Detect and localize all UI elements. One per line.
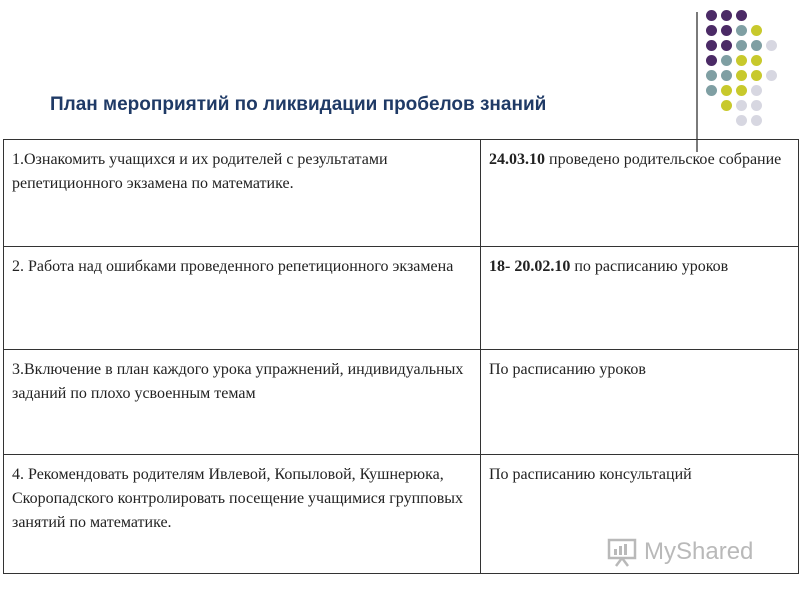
myshared-watermark bbox=[606, 536, 753, 568]
decorative-dot bbox=[736, 70, 747, 81]
measure-cell: 4. Рекомендовать родителям Ивлевой, Копыловой, Кушнерюка, Скоропадского контролировать посещение учащимися групповых занятий по математике. bbox=[4, 455, 481, 574]
decorative-dot bbox=[721, 70, 732, 81]
decorative-dot bbox=[721, 40, 732, 51]
deadline-cell bbox=[481, 350, 799, 455]
decorative-dot bbox=[751, 115, 762, 126]
decorative-dot bbox=[736, 100, 747, 111]
decorative-dot bbox=[751, 25, 762, 36]
deadline-note: по расписанию уроков bbox=[570, 258, 729, 275]
title-divider-line bbox=[696, 12, 698, 152]
decorative-dot bbox=[736, 25, 747, 36]
measures-table bbox=[3, 139, 799, 574]
decorative-dot bbox=[751, 85, 762, 96]
decorative-dot bbox=[766, 70, 777, 81]
decorative-dot bbox=[751, 100, 762, 111]
deadline-date: 18- 20.02.10 bbox=[489, 258, 571, 275]
decorative-dot bbox=[706, 25, 717, 36]
decorative-dot bbox=[721, 10, 732, 21]
decorative-dot bbox=[751, 40, 762, 51]
measure-cell: 2. Работа над ошибками проведенного репетиционного экзамена bbox=[4, 247, 481, 350]
presentation-board-icon bbox=[606, 536, 638, 568]
decorative-dot bbox=[706, 10, 717, 21]
decorative-dot bbox=[736, 115, 747, 126]
measure-cell: 3.Включение в план каждого урока упражнений, индивидуальных заданий по плохо усвоенным темам bbox=[4, 350, 481, 455]
watermark-text: MyShared bbox=[644, 538, 754, 565]
deadline-note: По расписанию уроков bbox=[489, 361, 646, 378]
table-row bbox=[4, 140, 799, 247]
decorative-dot bbox=[721, 85, 732, 96]
decorative-dot bbox=[706, 85, 717, 96]
measure-cell: 1.Ознакомить учащихся и их родителей с результатами репетиционного экзамена по математике. bbox=[4, 140, 481, 247]
decorative-dot bbox=[721, 55, 732, 66]
decorative-dot bbox=[706, 55, 717, 66]
decorative-dot bbox=[721, 25, 732, 36]
decorative-dot bbox=[706, 70, 717, 81]
decorative-dot-grid bbox=[706, 10, 796, 130]
deadline-date: 24.03.10 bbox=[489, 151, 545, 168]
decorative-dot bbox=[751, 70, 762, 81]
decorative-dot bbox=[736, 85, 747, 96]
deadline-cell bbox=[481, 140, 799, 247]
decorative-dot bbox=[736, 55, 747, 66]
decorative-dot bbox=[706, 40, 717, 51]
decorative-dot bbox=[721, 100, 732, 111]
table-row bbox=[4, 247, 799, 350]
decorative-dot bbox=[736, 10, 747, 21]
decorative-dot bbox=[736, 40, 747, 51]
decorative-dot bbox=[766, 40, 777, 51]
decorative-dot bbox=[751, 55, 762, 66]
slide-title: План мероприятий по ликвидации пробелов знаний bbox=[50, 94, 547, 115]
deadline-note: проведено родительское собрание bbox=[545, 151, 782, 168]
deadline-note: По расписанию консультаций bbox=[489, 466, 692, 483]
deadline-cell bbox=[481, 247, 799, 350]
table-row bbox=[4, 350, 799, 455]
